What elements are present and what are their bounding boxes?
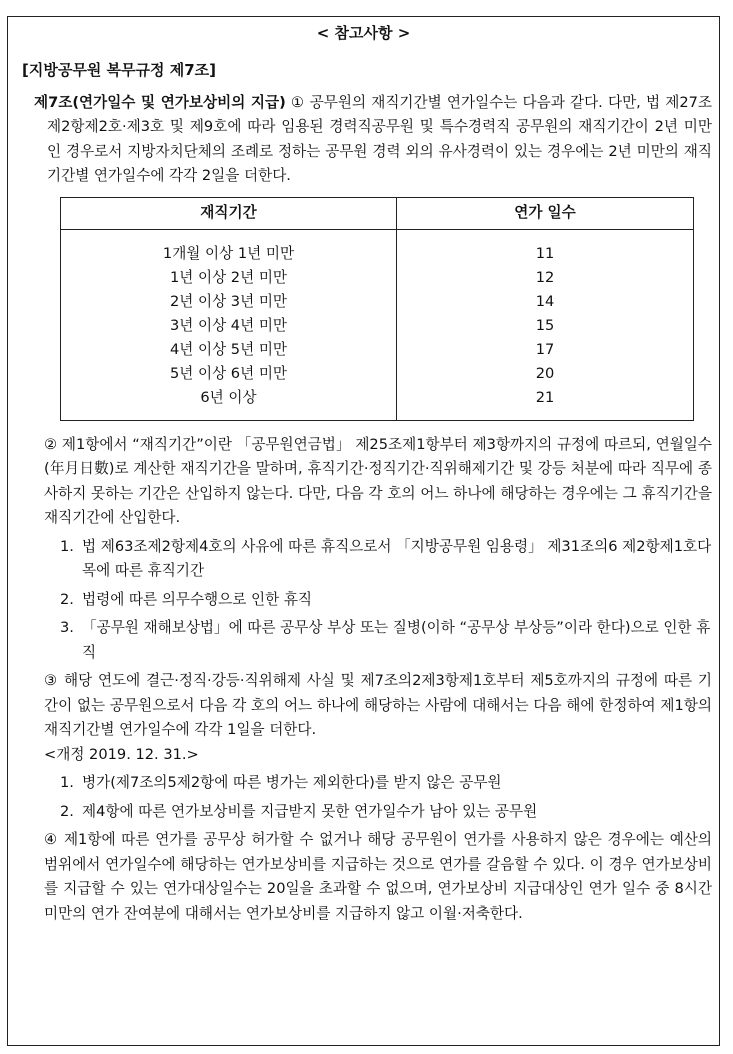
table-cell-period: 5년 이상 6년 미만 <box>169 364 288 382</box>
table-header-period: 재직기간 <box>61 197 397 229</box>
article-paragraph-1 <box>22 91 712 189</box>
list-item-text: 법령에 따른 의무수행으로 인한 휴직 <box>82 590 313 608</box>
table-cell-period: 1년 이상 2년 미만 <box>169 268 288 286</box>
table-cell-days: 20 <box>535 364 555 382</box>
days-column <box>397 229 694 420</box>
table-cell-days: 21 <box>535 388 555 406</box>
table-cell-period: 6년 이상 <box>200 388 257 406</box>
table-cell-days: 17 <box>535 340 555 358</box>
article-paragraph-2: ② 제1항에서 “재직기간”이란 「공무원연금법」 제25조제1항부터 제3항까지의 규정에 따르되, 연월일수(年月日數)로 계산한 재직기간을 말하며, 휴직기간·정직기간·직위해제기간 및 강등 처분에 따라 직무에 종사하지 못하는 기간은 산입하지 않는다. 다만, 다음 각 호의 어느 하나에 해당하는 경우에는 그 휴직기간을 재직기간에 산입한다. <box>44 435 712 526</box>
period-column <box>61 229 397 420</box>
table-cell-period: 3년 이상 4년 미만 <box>169 316 288 334</box>
list-item <box>22 771 712 796</box>
list-item-number: 1. <box>60 774 74 791</box>
table-cell-days: 11 <box>535 244 555 262</box>
list-item-text: 제4항에 따른 연가보상비를 지급받지 못한 연가일수가 남아 있는 공무원 <box>82 802 538 820</box>
document-body <box>22 58 712 926</box>
table-cell-period: 4년 이상 5년 미만 <box>169 340 288 358</box>
list-item-text: 「공무원 재해보상법」에 따른 공무상 부상 또는 질병(이하 “공무상 부상등”이라 한다)으로 인한 휴직 <box>82 619 711 661</box>
table-header-days: 연가 일수 <box>397 197 694 229</box>
table-body-row <box>61 229 694 420</box>
table-cell-period: 2년 이상 3년 미만 <box>169 292 288 310</box>
amendment-note: <개정 2019. 12. 31.> <box>44 745 199 763</box>
article-paragraph-3: ③ 해당 연도에 결근·정직·강등·직위해제 사실 및 제7조의2제3항제1호부터 제5호까지의 규정에 따른 기간이 없는 공무원으로서 다음 각 호의 어느 하나에 해당하는 사람에 대해서는 다음 해에 한정하여 제1항의 재직기간별 연가일수에 각각 1일을 더한다. <box>44 672 712 738</box>
list-item-number: 2. <box>60 802 74 820</box>
table-header-row <box>61 197 694 229</box>
box-title: < 참고사항 > <box>307 22 421 43</box>
section-title: [지방공무원 복무규정 제7조] <box>22 61 216 79</box>
table-cell-days: 15 <box>535 316 555 334</box>
list-item <box>22 800 712 825</box>
list-item-number: 1. <box>60 537 74 555</box>
list-item-text: 병가(제7조의5제2항에 따른 병가는 제외한다)를 받지 않은 공무원 <box>82 774 502 791</box>
article-p1-text: ① 공무원의 재직기간별 연가일수는 다음과 같다. 다만, 법 제27조제2항제2호·제3호 및 제9호에 따라 임용된 경력직공무원 및 특수경력직 공무원의 재직기간이 2년 미만인 경우로서 지방자치단체의 조례로 정하는 공무원 경력 외의 유사경력이 있는 경우에는 2년 미만의 재직기간별 연가일수에 각각 2일을 더한다. <box>47 93 712 184</box>
list-item-number: 3. <box>60 619 74 636</box>
table-cell-period: 1개월 이상 1년 미만 <box>162 244 295 262</box>
list-item-text: 법 제63조제2항제4호의 사유에 따른 휴직으로서 「지방공무원 임용령」 제31조의6 제2항제1호다목에 따른 휴직기간 <box>82 537 712 579</box>
list-item-number: 2. <box>60 590 74 608</box>
list-item <box>22 535 712 584</box>
list-item <box>22 588 712 613</box>
article-paragraph-4: ④ 제1항에 따른 연가를 공무상 허가할 수 없거나 해당 공무원이 연가를 사용하지 않은 경우에는 예산의 범위에서 연가일수에 해당하는 연가보상비를 지급하는 것으로 연가를 갈음할 수 있다. 이 경우 연가보상비를 지급할 수 있는 연가대상일수는 20일을 초과할 수 없으며, 연가보상비 지급대상인 연가 일수 중 8시간 미만의 연가 잔여분에 대해서는 연가보상비를 지급하지 않고 이월·저축한다. <box>44 831 712 922</box>
article-heading: 제7조(연가일수 및 연가보상비의 지급) <box>34 93 286 111</box>
table-cell-days: 14 <box>535 292 555 310</box>
leave-days-table <box>60 197 694 421</box>
table-cell-days: 12 <box>535 268 555 286</box>
list-item <box>22 616 712 665</box>
